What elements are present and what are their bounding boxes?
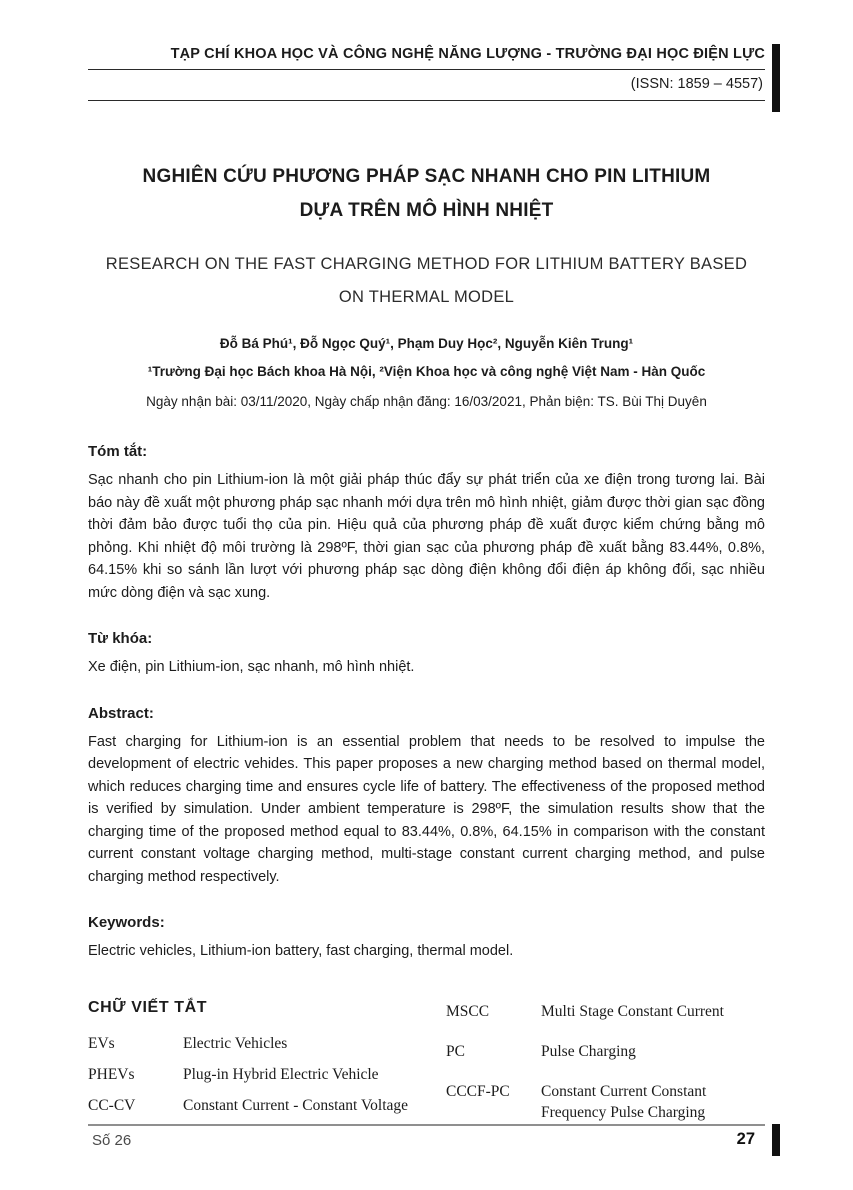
tukhoa-heading: Từ khóa: bbox=[88, 630, 153, 647]
affiliations-line: ¹Trường Đại học Bách khoa Hà Nội, ²Viện Khoa học và công nghệ Việt Nam - Hàn Quốc bbox=[147, 364, 706, 379]
abbreviations-section bbox=[88, 999, 765, 1142]
paper-title-en-line1: RESEARCH ON THE FAST CHARGING METHOD FOR LITHIUM BATTERY BASED bbox=[105, 255, 748, 273]
dates-reviewer-line: Ngày nhận bài: 03/11/2020, Ngày chấp nhận đăng: 16/03/2021, Phản biện: TS. Bùi Thị Duyên bbox=[146, 394, 707, 409]
abbrev-term: CCCF-PC bbox=[446, 1082, 510, 1100]
footer-divider bbox=[88, 1124, 765, 1126]
header-accent-bar bbox=[772, 44, 780, 112]
abbrev-definition: Pulse Charging bbox=[541, 1042, 636, 1060]
abstract-body: Fast charging for Lithium-ion is an essential problem that needs to be resolved to impulse the development of electric vehides. This paper proposes a new charging method based on thermal model, which reduces charging time and ensures cycle life of battery. The effectiveness of the proposed method is verified by simulation. Under ambient temperature is 298ºF, the simulation results show that the charging time of the proposed method equal to 83.44%, 0.8%, 64.15% in comparison with the constant current constant voltage charging method, multi-stage constant current charging method, and pulse charging method respectively. bbox=[88, 733, 765, 885]
abbrev-row bbox=[88, 1033, 420, 1054]
abbreviations-table-right bbox=[446, 999, 765, 1142]
abbrev-definition: Constant Current - Constant Voltage bbox=[183, 1096, 409, 1114]
keywords-body: Electric vehicles, Lithium-ion battery, fast charging, thermal model. bbox=[88, 943, 514, 959]
abbreviations-left-column bbox=[88, 999, 420, 1142]
paper-title-en-line2: ON THERMAL MODEL bbox=[338, 288, 515, 306]
paper-content bbox=[88, 160, 765, 1142]
abbrev-row bbox=[88, 1064, 420, 1085]
abbrev-row bbox=[446, 1041, 765, 1062]
abbrev-term: MSCC bbox=[446, 1002, 490, 1020]
authors-line: Đỗ Bá Phú¹, Đỗ Ngọc Quý¹, Phạm Duy Học², Nguyễn Kiên Trung¹ bbox=[219, 336, 634, 351]
tomtat-heading: Tóm tắt: bbox=[88, 443, 148, 460]
abbrev-row bbox=[88, 1095, 420, 1116]
abbrev-row bbox=[446, 1081, 765, 1123]
tukhoa-body: Xe điện, pin Lithium-ion, sạc nhanh, mô hình nhiệt. bbox=[88, 659, 415, 675]
abbreviations-table-left bbox=[88, 1033, 420, 1116]
abbrev-term: CC-CV bbox=[88, 1096, 136, 1114]
footer-accent-bar bbox=[772, 1124, 780, 1156]
footer-page-number: 27 bbox=[736, 1130, 755, 1148]
abbrev-row bbox=[446, 1001, 765, 1022]
paper-title-vi bbox=[88, 160, 765, 228]
paper-title-en bbox=[88, 248, 765, 314]
abbrev-definition: Electric Vehicles bbox=[183, 1034, 288, 1052]
abbrev-definition: Constant Current Constant Frequency Pulse Charging bbox=[541, 1082, 707, 1121]
abbrev-definition: Multi Stage Constant Current bbox=[541, 1002, 724, 1020]
keywords-heading: Keywords: bbox=[88, 914, 165, 931]
paper-title-vi-line1: NGHIÊN CỨU PHƯƠNG PHÁP SẠC NHANH CHO PIN LITHIUM bbox=[142, 166, 711, 187]
abbreviations-heading: CHỮ VIẾT TẮT bbox=[88, 998, 208, 1016]
abbrev-term: PHEVs bbox=[88, 1065, 135, 1083]
footer-issue-number: Số 26 bbox=[92, 1132, 132, 1149]
issn-line: (ISSN: 1859 – 4557) bbox=[88, 70, 765, 101]
abbrev-definition: Plug-in Hybrid Electric Vehicle bbox=[183, 1065, 379, 1083]
abstract-heading: Abstract: bbox=[88, 704, 154, 722]
abbrev-term: EVs bbox=[88, 1034, 115, 1052]
paper-title-vi-line2: DỰA TRÊN MÔ HÌNH NHIỆT bbox=[299, 200, 554, 221]
abbrev-term: PC bbox=[446, 1042, 465, 1060]
tomtat-body: Sạc nhanh cho pin Lithium-ion là một giải pháp thúc đẩy sự phát triển của xe điện trong tương lai. Bài báo này đề xuất một phương pháp sạc nhanh mới dựa trên mô hình nhiệt, giảm được thời gian sạc đồng thời đảm bảo được tuổi thọ của pin. Hiệu quả của phương pháp đề xuất được kiểm chứng bằng mô phỏng. Khi nhiệt độ môi trường là 298ºF, thời gian sạc của phương pháp đề xuất bằng 83.44%, 0.8%, 64.15% khi so sánh lần lượt với phương pháp sạc dòng điện không đổi điện áp không đổi, sạc nhiều mức dòng điện và sạc xung. bbox=[88, 472, 765, 601]
journal-header bbox=[88, 46, 765, 101]
journal-name: TẠP CHÍ KHOA HỌC VÀ CÔNG NGHỆ NĂNG LƯỢNG - TRƯỜNG ĐẠI HỌC ĐIỆN LỰC bbox=[88, 46, 765, 70]
